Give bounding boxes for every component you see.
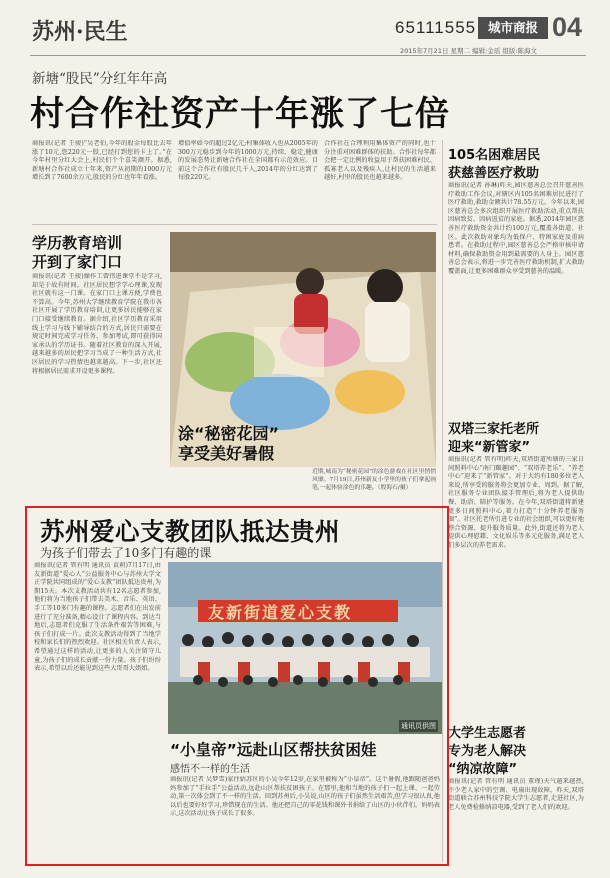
right-top-head-1: 105名困难居民 (448, 148, 541, 163)
right-bottom-head-2: 专为老人解决 (448, 744, 527, 759)
volunteer-group-photo (168, 562, 442, 734)
header-divider (30, 55, 586, 56)
page-number: 04 (552, 12, 583, 42)
lead-body-col1: 商报讯(记者 王骏)“吴老伯,今年的股金每股比去年涨了10元,您220元一股,已经打到您的卡上了。”在今年村里分红大会上,村民们个个喜笑颜开。据悉,新塘村合作社成立十年来,资产从初期的1000万元增长到了7600余万元,股民的分红也年年看涨。 (32, 140, 172, 182)
lead-body-col3: 合作社在合理利用集体资产的同时,也十分注重对困难群体的扶助。合作社每年都会把一定比例的收益用于帮扶困难村民、孤寡老人以及残疾人,让村民的生活越来越好,村里的股民也越来越多。 (324, 140, 436, 182)
photo-title-2: 享受美好暑假 (178, 444, 275, 463)
photo-title-1: 涂“秘密花园” (178, 424, 280, 443)
feature-sub2-kicker: 感悟不一样的生活 (170, 764, 250, 775)
right-top-body: 商报讯(记者 孙琳)昨天,园区慈善总会召开慈善医疗救助工作会议,对辖区内105名困难居民进行了医疗救助,救助金额共计78.55万元。今年以来,园区慈善总会多次组织开展医疗救助活动,重点帮扶因病致贫、因病返贫的家庭。据悉,2014年园区慈善医疗救助资金共计约100万元,覆盖各街道、社区。此次救助对象均为低保户、特困家庭及重病患者。在救助过程中,园区慈善总会严格审核申请材料,确保救助资金用到最需要的人身上。园区慈善总会表示,将进一步完善医疗救助机制,扩大救助覆盖面,让更多困难群众享受到慈善的温暖。 (448, 182, 584, 275)
lead-body-col2: 增值率如今的超过2亿元;村集体收入也从2005年的300万元稳步到今年的1000万元,持续、稳定,健康的发展态势让新塘合作社在全国都有示范效应。目前这个合作社有股民几千人,2014年的分红达到了每股220元。 (178, 140, 318, 182)
left-head-1: 学历教育培训 (32, 234, 123, 252)
group-photo-art (168, 562, 442, 734)
lead-headline: 村合作社资产十年涨了七倍 (30, 94, 450, 134)
lead-divider (32, 224, 437, 225)
feature-body: 商报讯(记者 管有明 通讯员 袁莉)7月17日,由友新街道“爱心人”公益服务中心与苏州大学文正学院共同组成的“爱心支教”团队抵达贵州,为期15天。本次支教活动共有12名志愿者参加,他们将为当地孩子们带去美术、音乐、英语、手工等10多门有趣的课程。志愿者们在出发前进行了充分准备,精心设计了课程内容。到达当地后,志愿者们克服了生活条件艰苦等困难,与孩子们打成一片。此次支教活动得到了当地学校和家长们的热烈欢迎。社区相关负责人表示,希望通过这样的活动,让更多的人关注留守儿童,为孩子们的成长贡献一份力量。孩子们纷纷表示,希望以后还能见到这些大哥哥大姐姐。 (34, 562, 161, 673)
right-mid-body: 商报讯(记者 管有明)昨天,双塔街道所辖的三家日间照料中心“南门颐趣园”、“双塔养老乐”、“养老中心”迎来了“新管家”。对于大约有180多位老人来说,所享受的服务将会更加专业、周到。据了解,社区服务专业团队接手管理后,将为老人提供助餐、助浴、陪护等服务。在今年,双塔街道将新建更多日间照料中心,着力打造“十分钟养老服务圈”。社区托老所引进专业的社会组织,可以更好地整合资源、提升服务质量。此外,街道还将为老人提供心理慰藉、文化娱乐等多元化服务,满足老人们多层次的养老需求。 (448, 456, 584, 549)
photo-caption: 近期,城南为“秘密花园”的涂色游戏在社区里悄悄风靡。7月19日,苏州新友小学里的孩子们拿起画笔,一起体验涂色的乐趣。（殷海石/摄） (312, 469, 436, 491)
right-bottom-body: 商报讯(记者 管有明 通讯员 董瑾)天气越来越热,不少老人家中的空调、电扇出现故障。昨天,双塔街道联合苏州科技学院大学生志愿者,走进社区,为老人免费检修纳凉电器,受到了老人们的欢迎。 (448, 778, 584, 811)
left-head-2: 开到了家门口 (32, 253, 123, 271)
right-mid-head-1: 双塔三家托老所 (448, 422, 540, 437)
issue-meta: 2015年7月21日 星期二 编辑:金瑶 组版:陈海文 (400, 47, 538, 55)
right-bottom-head-3: “纳凉故障” (448, 762, 518, 777)
paper-name-badge: 城市商报 (478, 17, 548, 39)
feature-subhead: 为孩子们带去了10多门有趣的课 (40, 546, 212, 560)
photo-banner-text: 友新街道爱心支教 (208, 603, 353, 622)
feature-headline: 苏州爱心支教团队抵达贵州 (40, 517, 340, 546)
feature-sub2-headline: “小皇帝”远赴山区帮扶贫困娃 (170, 741, 377, 759)
feature-sub2-body: 商报讯(记者 吴梦雪)家住姑苏区的小吴今年12岁,在家里被称为“小皇帝”。这个暑假,他跟随爸爸妈妈参加了“手拉手”公益活动,远赴山区帮扶贫困孩子。在那里,他和当地的孩子们一起上课、一起劳动,第一次体会到了不一样的生活。回到苏州后,小吴说,山区的孩子们虽然生活艰苦,但学习很认真,他以后也要好好学习,珍惜现在的生活。他还把自己的零花钱和课外书捐给了山区的小伙伴们。妈妈表示,这次活动让孩子成长了很多。 (170, 776, 440, 818)
section-title: 苏州·民生 (32, 19, 128, 45)
lead-kicker: 新塘“股民”分红年年高 (32, 71, 168, 87)
hotline-number: 65111555 (395, 18, 477, 37)
photo-credit: 通讯员供图 (401, 722, 436, 730)
right-bottom-head-1: 大学生志愿者 (448, 726, 527, 741)
left-body: 商报讯(记者 王骏)操作工曾伟进课堂不是学习,却是于故有时间。社区居民想学学心理课,发现社区就有这一门课。在家门口上课方便,学费也不算高。今年,苏州大学继续教育学院在我市各社区开展了学历教育培训,让更多居民能够在家门口接受继续教育。据介绍,社区学历教育采用线上学习与线下辅导结合的方式,居民只需要在规定时间完成学习任务、参加考试,即可获得国家承认的学历证书。随着社区教育的深入开展,越来越多的居民把学习当成了一种生活方式,社区居民的学习热情也越来越高。下一步,社区还将根据居民需求开设更多课程。 (32, 273, 162, 375)
right-mid-head-2: 迎来“新管家” (448, 440, 531, 455)
right-top-head-2: 获慈善医疗救助 (448, 166, 540, 181)
